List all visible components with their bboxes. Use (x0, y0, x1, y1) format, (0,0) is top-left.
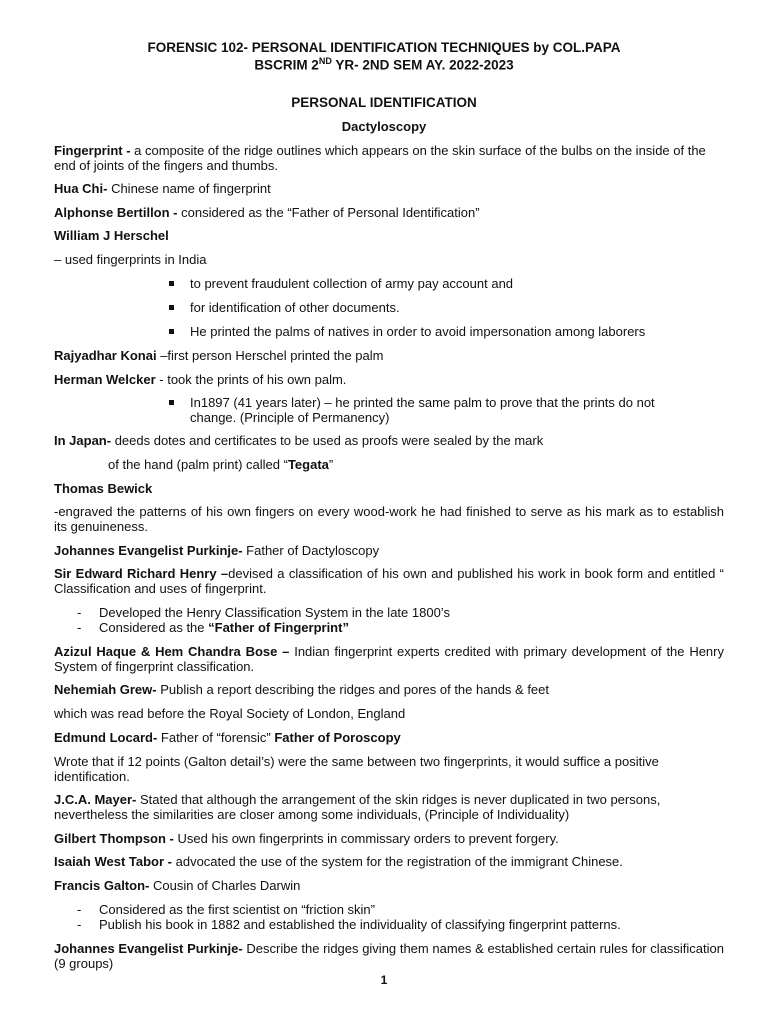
page-number: 1 (380, 973, 388, 987)
entry-henry: Sir Edward Richard Henry –devised a classification of his own and published his work in book form and entitled “ Classification and uses of fingerprint. (54, 566, 724, 596)
bullet-square-icon (169, 400, 174, 405)
galton-dash-1: Considered as the first scientist on “friction skin” (99, 902, 375, 917)
entry-locard-detail: Wrote that if 12 points (Galton detail’s) were the same between two fingerprints, it would suffice a positive identification. (54, 754, 659, 784)
entry-thompson: Gilbert Thompson - Used his own fingerprints in commissary orders to prevent forgery. (54, 831, 559, 846)
henry-dash-1: Developed the Henry Classification System in the late 1800’s (99, 605, 450, 620)
entry-herschel-term: William J Herschel (54, 228, 169, 243)
entry-bertillon: Alphonse Bertillon - considered as the “Father of Personal Identification” (54, 205, 480, 220)
dash-marker: - (77, 917, 82, 932)
bullet-square-icon (169, 305, 174, 310)
entry-mayer: J.C.A. Mayer- Stated that although the arrangement of the skin ridges is never duplicated in two persons, nevertheless the similarities are closer among some individuals, (Principle of Individuality) (54, 792, 661, 822)
dash-marker: - (77, 605, 82, 620)
entry-grew: Nehemiah Grew- Publish a report describing the ridges and pores of the hands & feet (54, 682, 550, 697)
page-title: PERSONAL IDENTIFICATION (291, 95, 477, 110)
entry-haque-bose: Azizul Haque & Hem Chandra Bose – Indian fingerprint experts credited with primary development of the Henry System of fingerprint classification. (54, 644, 724, 674)
entry-japan-line-2: of the hand (palm print) called “Tegata” (108, 457, 334, 472)
entry-hua-chi: Hua Chi- Chinese name of fingerprint (54, 181, 271, 196)
entry-bewick-term: Thomas Bewick (54, 481, 153, 496)
entry-japan: In Japan- deeds dotes and certificates to be used as proofs were sealed by the mark (54, 433, 544, 448)
bullet-square-icon (169, 329, 174, 334)
entry-welcker: Herman Welcker - took the prints of his own palm. (54, 372, 347, 387)
entry-purkinje-2: Johannes Evangelist Purkinje- Describe the ridges giving them names & established certain rules for classification (9 groups) (54, 941, 724, 971)
entry-fingerprint: Fingerprint - a composite of the ridge outlines which appears on the skin surface of the bulbs on the inside of the end of joints of the fingers and thumbs. (54, 143, 706, 173)
herschel-bullet-2: for identification of other documents. (190, 300, 400, 315)
entry-locard: Edmund Locard- Father of “forensic” Father of Poroscopy (54, 730, 401, 745)
herschel-bullet-3: He printed the palms of natives in order to avoid impersonation among laborers (190, 324, 646, 339)
entry-grew-line-2: which was read before the Royal Society of London, England (54, 706, 406, 721)
henry-dash-2: Considered as the “Father of Fingerprint” (99, 620, 349, 635)
bullet-square-icon (169, 281, 174, 286)
header-line-1: FORENSIC 102- PERSONAL IDENTIFICATION TECHNIQUES by COL.PAPA (147, 40, 621, 55)
header-line-2: BSCRIM 2ND YR- 2ND SEM AY. 2022-2023 (254, 56, 514, 73)
entry-konai: Rajyadhar Konai –first person Herschel printed the palm (54, 348, 384, 363)
entry-herschel-text: – used fingerprints in India (54, 252, 207, 267)
dash-marker: - (77, 620, 82, 635)
dash-marker: - (77, 902, 82, 917)
herschel-bullet-1: to prevent fraudulent collection of army pay account and (190, 276, 514, 291)
entry-tabor: Isaiah West Tabor - advocated the use of the system for the registration of the immigrant Chinese. (54, 854, 623, 869)
galton-dash-2: Publish his book in 1882 and established the individuality of classifying fingerprint patterns. (99, 917, 621, 932)
section-title: Dactyloscopy (341, 119, 427, 134)
welcker-bullet-line-2: change. (Principle of Permanency) (190, 410, 390, 425)
entry-bewick-text: -engraved the patterns of his own fingers on every wood-work he had finished to serve as his mark as to establish its genuineness. (54, 504, 724, 534)
entry-purkinje: Johannes Evangelist Purkinje- Father of Dactyloscopy (54, 543, 380, 558)
entry-galton: Francis Galton- Cousin of Charles Darwin (54, 878, 301, 893)
welcker-bullet-line-1: In1897 (41 years later) – he printed the same palm to prove that the prints do not (190, 395, 655, 410)
